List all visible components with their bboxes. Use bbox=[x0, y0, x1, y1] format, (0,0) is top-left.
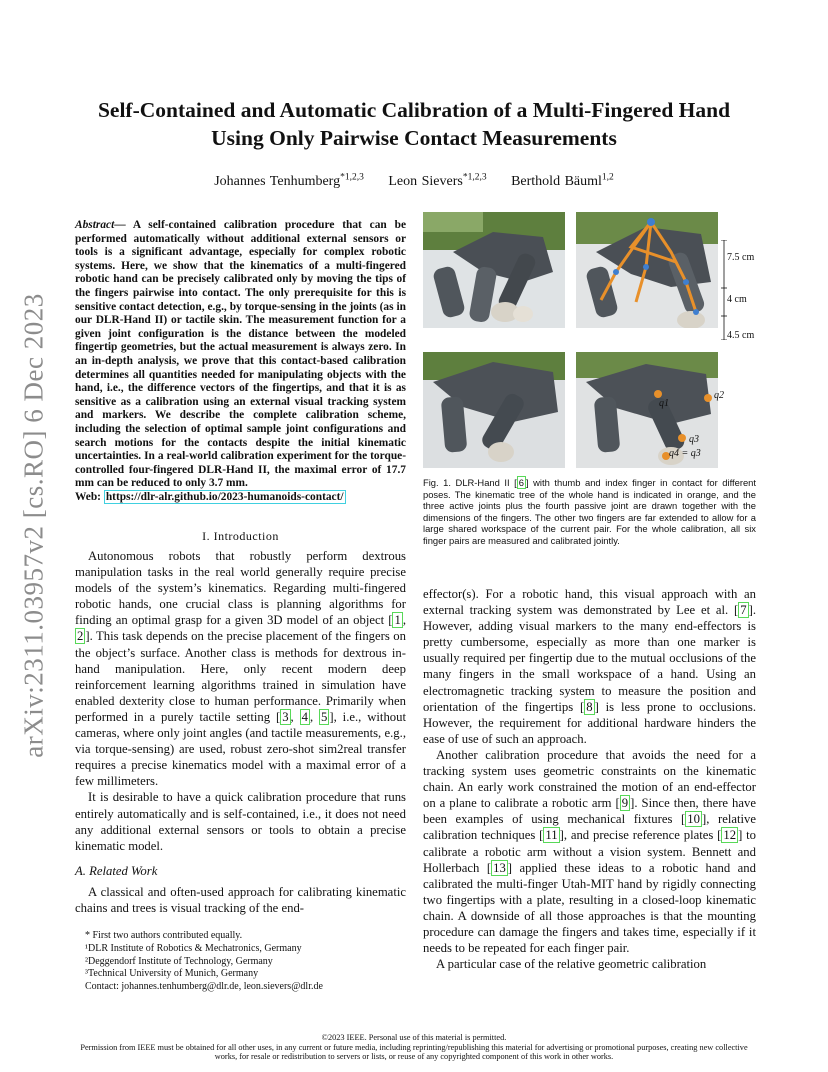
citation-link[interactable]: 13 bbox=[493, 860, 506, 875]
citation-link[interactable]: 6 bbox=[518, 477, 524, 488]
joint-label: q3 bbox=[689, 434, 699, 445]
citation-link[interactable]: 7 bbox=[740, 603, 747, 618]
project-web-link[interactable]: https://dlr-alr.github.io/2023-humanoids-contact/ bbox=[105, 490, 344, 503]
photo-hand-kinematic-tree bbox=[576, 212, 718, 328]
web-label: Web: bbox=[75, 490, 101, 503]
joint-label: q4 = q3 bbox=[669, 448, 701, 459]
author: Leon Sievers$^{*1,2,3}$ bbox=[388, 172, 487, 189]
footer-line-1: ©2023 IEEE. Personal use of this material is permitted. bbox=[321, 1033, 507, 1042]
footnote-contact: Contact: johannes.tenhumberg@dlr.de, leon.sievers@dlr.de bbox=[85, 981, 323, 993]
footer-line-2: Permission from IEEE must be obtained for all other uses, in any current or future media, including reprinting/republishing this material for advertising or promotional purposes, creating new collective works, for resale or redistribution to servers or lists, or reuse of any copyrighted component of this work in other works. bbox=[80, 1042, 748, 1062]
citation-link[interactable]: 11 bbox=[545, 828, 558, 843]
related-paragraph-1: A classical and often-used approach for calibrating kinematic chains and trees is visual tracking of the end- bbox=[75, 885, 406, 916]
figure-1 bbox=[423, 212, 756, 466]
citation-link[interactable]: 1 bbox=[394, 613, 401, 628]
citation-link[interactable]: 5 bbox=[321, 709, 328, 724]
intro-paragraph-2: It is desirable to have a quick calibration procedure that runs entirely automatically and is self-contained, i.e., it does not need any additional external sensors or tools to obtain a precise kinematic model. bbox=[75, 790, 406, 853]
dimension-label: 4.5 cm bbox=[727, 330, 755, 341]
title-line-2: Using Only Pairwise Contact Measurements bbox=[211, 126, 617, 150]
intro-paragraph-1: Autonomous robots that robustly perform dextrous manipulation tasks in the real world generally require precise models of the system’s kinematics. Regarding multi-fingered robotic hands, one crucial class is planning algorithms for finding an optimal grasp for a given 3D model of an object [ 1 , 2 ]. This task depends on the precise placement of the fingers on the object’s surface. Another class is methods for dextrous in-hand manipulation. Here, only recent modern deep reinforcement learning algorithms trained in simulation have enabled dexterity close to human performance. Primarily when performed in a purely tactile setting [ 3 , 4 , 5 ], i.e., without cameras, where only joint angles (and tactile measurements, e.g., via torque-sensing) are used, robust zero-shot sim2real transfer requires a precise kinematics model with a maximal error of a few millimeters. bbox=[75, 549, 407, 789]
dimension-label: 4 cm bbox=[727, 294, 747, 305]
right-paragraph-1: effector(s). For a robotic hand, this visual approach with an external tracking system was demonstrated by Lee et al. [ 7 ]. However, adding visual markers to the many end-effectors is pretty cumbersome, especially as more than one marker is usually required per fingertip due to the mutual occlusions of the many fingers in the small workspace of a hand. Using an electromagnetic tracking system to measure the position and orientation of the fingertips [ 8 ] is less prone to occlusions. However, the requirement for additional hardware hinders the ease of use of such an approach. bbox=[423, 587, 756, 746]
section-heading-introduction: I. Introduction bbox=[202, 529, 279, 543]
author: Berthold Bäuml$^{1,2}$ bbox=[511, 172, 614, 189]
citation-link[interactable]: 10 bbox=[687, 812, 700, 827]
arxiv-stamp bbox=[18, 290, 49, 760]
photo-hand-pose-2 bbox=[423, 352, 565, 468]
arxiv-stamp-text: arXiv:2311.03957v2 [cs.RO] 6 Dec 2023 bbox=[18, 292, 49, 758]
author-list bbox=[70, 172, 758, 190]
citation-link[interactable]: 8 bbox=[586, 699, 593, 714]
footnote-affiliation-3: ³Technical University of Munich, Germany bbox=[85, 968, 259, 980]
footnote-affiliation-2: ²Deggendorf Institute of Technology, Germany bbox=[85, 955, 273, 967]
footnotes bbox=[75, 930, 416, 994]
copyright-footer bbox=[70, 1033, 758, 1062]
citation-link[interactable]: 2 bbox=[77, 629, 84, 644]
related-work-body bbox=[75, 884, 406, 916]
dimension-label: 7.5 cm bbox=[727, 252, 755, 263]
figure-1-caption: Fig. 1. DLR-Hand II [ 6 ] with thumb and index finger in contact for different poses. The kinematic tree of the whole hand is indicated in orange, and the three active joints plus the fourth passive joint are drawn together with the dimensions of the fingers. The other two fingers are far extended to allow for a large shared workspace of the current pair. For the whole calibration, all six finger pairs are measured and calibrated jointly. bbox=[423, 477, 757, 546]
joint-label: q1 bbox=[659, 398, 669, 409]
author: Johannes Tenhumberg$^{*1,2,3}$ bbox=[214, 172, 364, 189]
paper-title bbox=[70, 96, 758, 152]
joint-label: q2 bbox=[714, 390, 724, 401]
right-paragraph-3: A particular case of the relative geometric calibration bbox=[436, 957, 707, 972]
citation-link[interactable]: 3 bbox=[282, 709, 289, 724]
subsection-heading-related-work: A. Related Work bbox=[75, 864, 158, 878]
citation-link[interactable]: 12 bbox=[723, 828, 737, 843]
citation-link[interactable]: 4 bbox=[301, 709, 308, 724]
right-paragraph-2: Another calibration procedure that avoids the need for a tracking system uses geometric constraints on the kinematic chain. An early work constrained the motion of an end-effector on a plane to calibrate a robotic arm [ 9 ]. Since then, there have been examples of using mechanical fixtures [ 10 ], relative calibration techniques [ 11 ], and precise reference plates [ 12 ] to calibrate a robotic arm without a vision system. Bennett and Hollerbach [ 13 ] applied these ideas to a robotic hand and calibrated the multi-finger Utah-MIT hand by rigidly connecting two fingertips with a plate, resulting in a closed-loop kinematic chain. A downside of all those approaches is that the mounting procedure can damage the fingers and takes time, especially if it needs to be repeated for each finger pair. bbox=[423, 747, 757, 956]
title-line-1: Self-Contained and Automatic Calibration of a Multi-Fingered Hand bbox=[97, 98, 731, 122]
abstract-label: Abstract bbox=[75, 219, 115, 231]
abstract bbox=[75, 219, 406, 504]
introduction-body bbox=[75, 548, 406, 854]
photo-hand-pose-1 bbox=[423, 212, 565, 328]
right-column-body bbox=[423, 586, 756, 972]
footnote-affiliation-1: ¹DLR Institute of Robotics & Mechatronics, Germany bbox=[85, 942, 302, 954]
abstract-text: — A self-contained calibration procedure that can be performed automatically without additional external sensors or tools is a significant advantage, especially for complex robotic systems. Here, we show that the kinematics of a multi-fingered robotic hand can be precisely calibrated only by moving the tips of the fingers pairwise into contact. The only prerequisite for this is sensitive contact detection, e.g., by torque-sensing in the joints (as in our DLR-Hand II) or tactile skin. The measurement function for a given joint configuration is the distance between the modeled fingertip geometries, but the actual measurement is always zero. In an in-depth analysis, we prove that this contact-based calibration determines all quantities needed for manipulating objects with the hand, i.e., the difference vectors of the fingertips, and that it is as sensitive as a calibration using an external visual tracking system and markers. We describe the complete calibration scheme, including the selection of optimal sample joint configurations and search motions for the contacts despite the initial kinematic uncertainties. In a real-world calibration experiment for the torque-controlled four-fingered DLR-Hand II, the maximal error of 17.7 mm can be reduced to only 3.7 mm. bbox=[75, 219, 406, 490]
footnote-equal-contribution: * First two authors contributed equally. bbox=[85, 930, 243, 941]
citation-link[interactable]: 9 bbox=[621, 796, 629, 811]
